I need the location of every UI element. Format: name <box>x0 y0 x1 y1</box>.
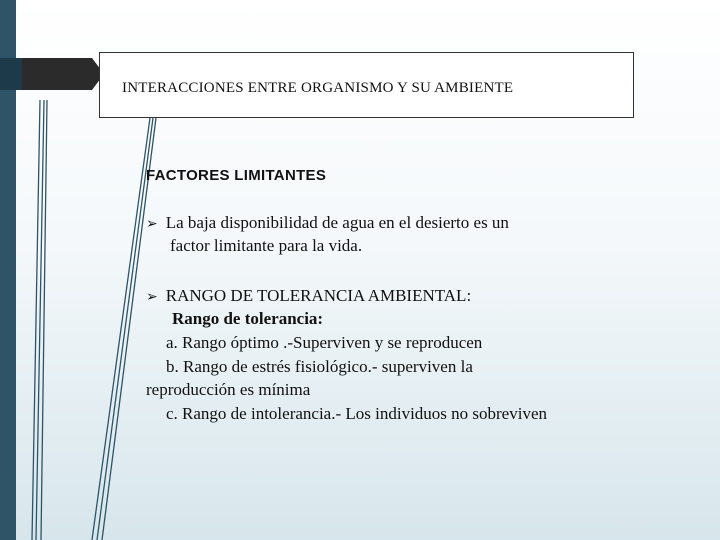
slide-title: INTERACCIONES ENTRE ORGANISMO Y SU AMBIENTE <box>122 80 514 96</box>
section-heading: FACTORES LIMITANTES <box>146 167 327 184</box>
tolerance-subheading: Rango de tolerancia: <box>172 309 324 328</box>
range-item-a: a. Rango óptimo .-Superviven y se reproducen <box>166 333 483 352</box>
left-accent-bar <box>0 0 16 540</box>
title-tab-shape <box>22 58 104 90</box>
range-item-b-line-2: reproducción es mínima <box>146 380 311 399</box>
title-box <box>99 52 634 118</box>
arrow-bullet-icon: ➢ <box>146 216 158 232</box>
bullet-1-line-1: ➢ La baja disponibilidad de agua en el desierto es un <box>146 213 509 232</box>
range-item-c: c. Rango de intolerancia.- Los individuos no sobreviven <box>166 404 547 423</box>
arrow-bullet-icon: ➢ <box>146 289 158 305</box>
bullet-2-line-1: ➢ RANGO DE TOLERANCIA AMBIENTAL: <box>146 286 472 305</box>
bullet-1-line-2: factor limitante para la vida. <box>170 236 363 255</box>
range-item-b-line-1: b. Rango de estrés fisiológico.- superviven la <box>166 357 473 376</box>
